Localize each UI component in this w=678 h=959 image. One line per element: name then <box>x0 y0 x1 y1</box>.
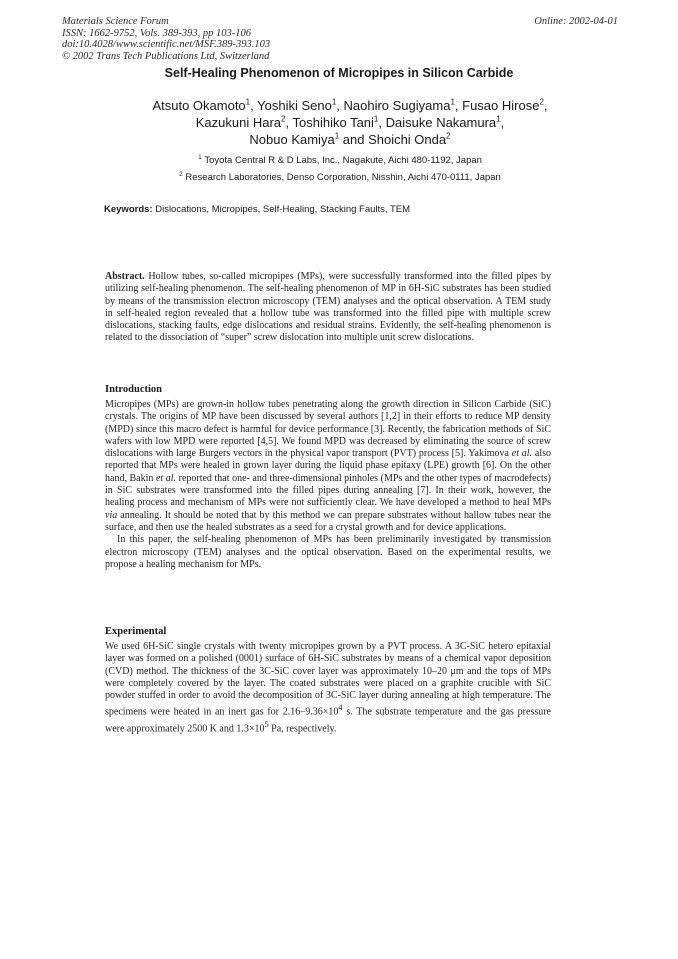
author-name: Shoichi Onda <box>368 132 447 147</box>
introduction-heading: Introduction <box>105 384 162 395</box>
intro-text-segment: also reported that MPs were healed in grown layer during the liquid phase epitaxy (LPE) growth [6]. On the other hand, Bakin <box>105 448 551 484</box>
author-affil-mark: 1 <box>373 114 379 124</box>
journal-doi: doi:10.4028/www.scientific.net/MSF.389-393.103 <box>62 39 271 50</box>
affiliation-list <box>90 152 590 186</box>
intro-text-segment: annealing. It should be noted that by this method we can prepare substrates without hallow tubes near the surface, and then use the healed substrates as a seed for a crystal growth and for device applications. <box>105 509 551 533</box>
introduction-paragraph <box>105 399 551 534</box>
author-name: Naohiro Sugiyama <box>343 98 451 113</box>
intro-italic: via <box>105 509 118 521</box>
abstract-text: Hollow tubes, so-called micropipes (MPs), were successfully transformed into the filled pipes by utilizing self-healing phenomenon. The self-healing phenomenon of MP in 6H-SiC substrates has been studied by means of the transmission electron microscopy (TEM) analyses and the optical observation. A TEM study in self-healed region revealed that a hollow tube was transformed into the filled pipe with multiple screw dislocations, stacking faults, edge dislocations and residual strains. Evidently, the self-healing phenomenon is related to the dissociation of “super” screw dislocation into multiple unit screw dislocations. <box>105 271 552 344</box>
author-separator: , <box>454 98 463 113</box>
online-date: Online: 2002-04-01 <box>534 16 618 27</box>
author-separator: , <box>543 98 548 113</box>
author-separator: , <box>285 115 293 130</box>
author-separator: and <box>339 132 369 147</box>
author-line <box>90 131 610 148</box>
affiliation-text: Toyota Central R & D Labs, Inc., Nagakute, Aichi 480-1192, Japan <box>204 155 482 166</box>
author-line <box>90 114 610 131</box>
author-name: Nobuo Kamiya <box>249 132 335 147</box>
exp-superscript: 4 <box>338 703 343 713</box>
author-affil-mark: 2 <box>539 97 544 107</box>
author-affil-mark: 1 <box>334 131 340 141</box>
author-list <box>90 97 610 148</box>
keywords-label: Keywords: <box>104 204 153 215</box>
journal-copyright: © 2002 Trans Tech Publications Ltd, Switzerland <box>62 50 270 62</box>
author-name: Toshihiko Tani <box>292 115 374 130</box>
keywords <box>104 204 564 215</box>
author-affil-mark: 1 <box>245 97 251 107</box>
intro-italic: et al. <box>511 448 533 460</box>
journal-header <box>62 16 442 62</box>
affiliation-item <box>90 169 590 186</box>
intro-text-segment: Micropipes (MPs) are grown-in hollow tubes penetrating along the growth direction in Silicon Carbide (SiC) crystals. The origins of MP have been discussed by several authors [1,2] in their efforts to reduce MP density (MPD) since this macro defect is harmful for device performance [3]. Recently, the fabrication methods of SiC wafers with low MPD were reported [4,5]. We found MPD was decreased by eliminating the source of screw dislocations with large Burgers vectors in the physical vapor transport (PVT) process [5]. Yakimova <box>105 399 551 460</box>
author-affil-mark: 2 <box>446 131 451 141</box>
author-separator: , <box>500 115 505 130</box>
introduction-paragraph: In this paper, the self-healing phenomenon of MPs has been preliminarily investigated by transmission electron microscopy (TEM) analyses and the optical observation. Based on the experimental results, we propose a healing mechanism for MPs. <box>105 534 551 570</box>
author-separator: , <box>336 98 344 113</box>
intro-italic: et al. <box>155 472 177 484</box>
exp-text-segment: s. The substrate temperature and the gas pressure were approximately 2500 K and 1.3×10 <box>105 706 551 735</box>
paper-title: Self-Healing Phenomenon of Micropipes in Silicon Carbide <box>164 66 514 80</box>
author-affil-mark: 1 <box>450 97 455 107</box>
journal-name: Materials Science Forum <box>62 16 169 27</box>
author-name: Fusao Hirose <box>462 98 540 113</box>
author-line <box>90 97 610 114</box>
author-affil-mark: 1 <box>496 114 501 124</box>
author-separator: , <box>378 115 386 130</box>
journal-issn: ISSN: 1662-9752, Vols. 389-393, pp 103-106 <box>62 27 251 39</box>
exp-text-segment: Pa, respectively. <box>268 723 337 735</box>
experimental-heading: Experimental <box>105 626 167 637</box>
exp-superscript: 5 <box>264 720 269 730</box>
author-name: Daisuke Nakamura <box>385 115 497 130</box>
affiliation-item <box>90 152 590 169</box>
intro-text-segment: reported that one- and three-dimensional pinholes (MPs and the other types of macrodefects) in SiC substrates were transformed into the filled pipes during annealing [7]. In their work, however, the healing process and mechanism of MPs were not sufficiently clear. We have developed a method to heal MPs <box>105 472 551 509</box>
experimental-body <box>105 641 551 736</box>
keywords-text: Dislocations, Micropipes, Self-Healing, Stacking Faults, TEM <box>155 204 411 215</box>
abstract <box>105 271 551 345</box>
author-separator: , <box>250 98 258 113</box>
introduction-body <box>105 399 551 571</box>
affiliation-mark: 1 <box>198 153 202 161</box>
author-name: Kazukuni Hara <box>195 115 282 130</box>
author-name: Atsuto Okamoto <box>152 98 246 113</box>
abstract-label: Abstract. <box>105 271 145 282</box>
affiliation-text: Research Laboratories, Denso Corporation, Nisshin, Aichi 470-0111, Japan <box>185 172 501 183</box>
author-affil-mark: 2 <box>281 114 286 124</box>
exp-text-segment: We used 6H-SiC single crystals with twenty micropipes grown by a PVT process. A 3C-SiC hetero epitaxial layer was formed on a polished (0001) surface of 6H-SiC substrates by means of a chemical vapor deposition (CVD) method. The thickness of the 3C-SiC cover layer was approximately 10–20 μm and the tops of MPs were completely covered by the layer. The coated substrates were placed on a graphite crucible with SiC powder stuffed in order to avoid the decomposition of 3C-SiC layer during annealing at high temperature. The specimens were heated in an inert gas for 2.16–9.36×10 <box>105 641 551 718</box>
affiliation-mark: 2 <box>179 170 183 178</box>
author-name: Yoshiki Seno <box>257 98 332 113</box>
author-affil-mark: 1 <box>331 97 337 107</box>
